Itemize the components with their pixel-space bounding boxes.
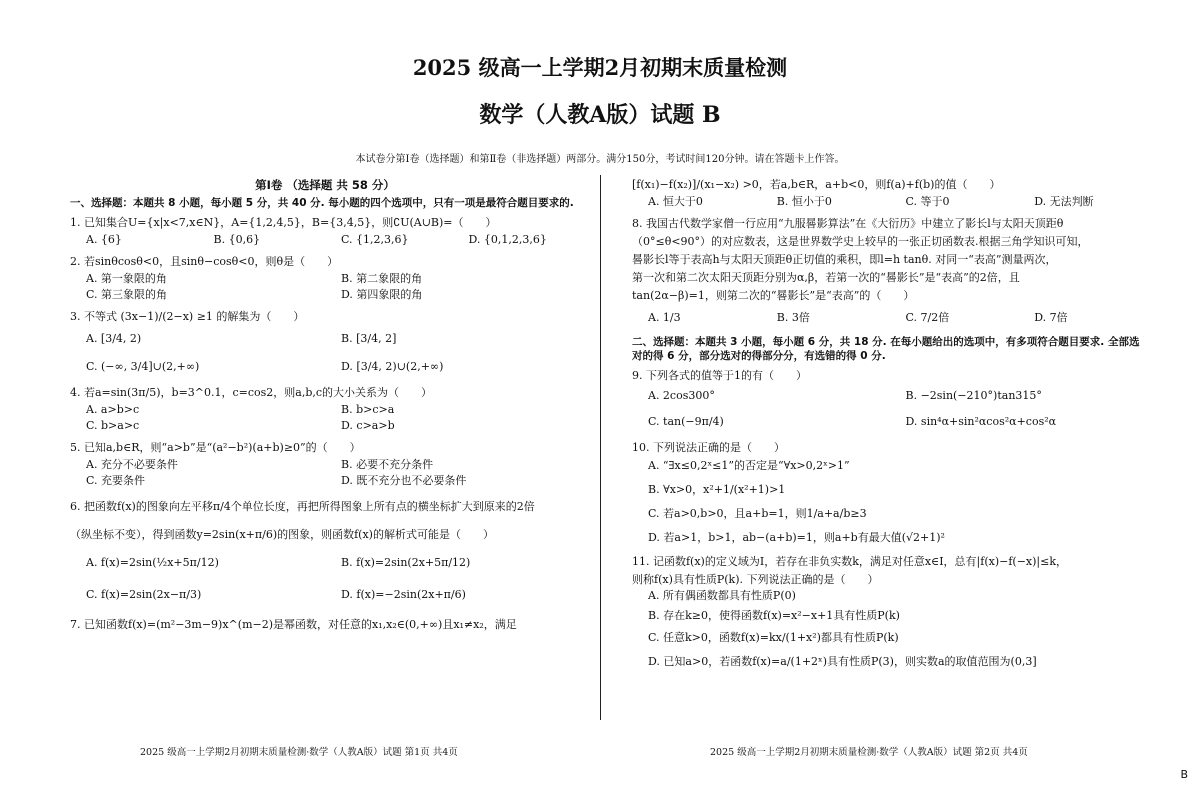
question-line: 第一次和第二次太阳天顶距分别为α,β，若第一次的“晷影长”是“表高”的2倍，且 (632, 271, 1020, 284)
option-d: D. 已知a>0，若函数f(x)=a/(1+2ˣ)具有性质P(3)，则实数a的取值范围为(0,3] (648, 655, 1037, 668)
option-d: D. 无法判断 (1034, 195, 1094, 208)
question-5 (70, 441, 580, 490)
section-one-heading: 一、选择题：本题共 8 小题，每小题 5 分，共 40 分. 每小题的四个选项中，只有一项是最符合题目要求的. (70, 197, 574, 209)
option-a: A. 1/3 (648, 311, 681, 324)
question-9 (632, 369, 1147, 431)
options (70, 556, 580, 604)
question-line: 晷影长l等于表高h与太阳天顶距θ正切值的乘积，即l=h tanθ. 对同一“表高”测量两次， (632, 253, 1057, 266)
question-3 (70, 310, 580, 376)
footer-page-1: 2025 级高一上学期2月初期末质量检测·数学（人教A版）试题 第1页 共4页 (140, 747, 458, 758)
question-4 (70, 386, 580, 435)
option-c: C. tan(−9π/4) (648, 415, 724, 428)
part-one-title: 第Ⅰ卷 （选择题 共 58 分） (255, 178, 395, 192)
exam-title: 2025 级高一上学期2月初期末质量检测 (412, 55, 788, 80)
options (70, 403, 580, 435)
option-a: A. f(x)=2sin(½x+5π/12) (86, 556, 219, 569)
footer-page-2: 2025 级高一上学期2月初期末质量检测·数学（人教A版）试题 第2页 共4页 (710, 747, 1028, 758)
option-d: D. 既不充分也不必要条件 (341, 474, 467, 487)
left-column (70, 178, 580, 632)
question-stem: 1. 已知集合U={x|x<7,x∈N}，A={1,2,4,5}，B={3,4,5}，则∁U(A∪B)=（ ） (70, 216, 497, 229)
option-c: C. 任意k>0，函数f(x)=kx/(1+x²)都具有性质P(k) (648, 631, 899, 644)
question-2 (70, 255, 580, 304)
option-c: C. (−∞, 3/4]∪(2,+∞) (86, 360, 200, 373)
question-line: 8. 我国古代数学家僧一行应用“九服晷影算法”在《大衍历》中建立了影长l与太阳天顶距θ (632, 217, 1064, 230)
option-d: D. 7倍 (1034, 311, 1068, 324)
option-d: D. f(x)=−2sin(2x+π/6) (341, 588, 466, 601)
question-11 (632, 555, 1147, 669)
question-line: （0°≤θ<90°）的对应数表，这是世界数学史上较早的一张正切函数表.根据三角学知识可知， (632, 235, 1089, 248)
options (70, 272, 580, 304)
option-d: D. {0,1,2,3,6} (468, 233, 547, 246)
version-mark: B (1180, 768, 1188, 781)
option-d: D. 若a>1，b>1，ab−(a+b)=1，则a+b有最大值(√2+1)² (648, 531, 945, 544)
option-b: B. 必要不充分条件 (341, 458, 434, 471)
question-7 (70, 618, 580, 632)
option-d: D. 第四象限的角 (341, 288, 423, 301)
option-c: C. {1,2,3,6} (341, 233, 409, 246)
option-b: B. 3倍 (776, 311, 810, 324)
section-two-heading: 二、选择题：本题共 3 小题，每小题 6 分，共 18 分. 在每小题给出的选项中，有多项符合题目要求. 全部选对的得 6 分，部分选对的得部分分，有选错的得 0 分. (632, 336, 1140, 362)
options (632, 195, 1147, 211)
option-b: B. 恒小于0 (776, 195, 832, 208)
question-7-cont (632, 178, 1147, 211)
option-a: A. 第一象限的角 (86, 272, 167, 285)
option-a: A. {6} (86, 233, 122, 246)
option-c: C. 等于0 (905, 195, 950, 208)
option-b: B. ∀x>0，x²+1/(x²+1)>1 (648, 483, 786, 496)
options (632, 311, 1147, 327)
option-b: B. b>c>a (341, 403, 395, 416)
options (70, 458, 580, 490)
option-d: D. sin⁴α+sin²αcos²α+cos²α (905, 415, 1057, 428)
question-stem: 9. 下列各式的值等于1的有（ ） (632, 369, 807, 382)
option-d: D. [3/4, 2)∪(2,+∞) (341, 360, 444, 373)
option-c: C. 充要条件 (86, 474, 146, 487)
option-c: C. f(x)=2sin(2x−π/3) (86, 588, 202, 601)
options (632, 459, 1147, 545)
option-a: A. [3/4, 2) (86, 332, 142, 345)
option-c: C. 7/2倍 (905, 311, 950, 324)
question-stem-cont: （纵坐标不变），得到函数y=2sin(x+π/6)的图象，则函数f(x)的解析式可能是（ ） (70, 528, 494, 541)
exam-instructions: 本试卷分第Ⅰ卷（选择题）和第Ⅱ卷（非选择题）两部分。满分150分，考试时间120分钟。请在答题卡上作答。 (355, 154, 845, 165)
question-stem: 2. 若sinθcosθ<0，且sinθ−cosθ<0，则θ是（ ） (70, 255, 339, 268)
option-a: A. 充分不必要条件 (86, 458, 178, 471)
question-stem: 6. 把函数f(x)的图象向左平移π/4个单位长度，再把所得图象上所有点的横坐标扩大到原来的2倍 (70, 500, 535, 513)
options (70, 332, 580, 376)
right-column (632, 178, 1147, 671)
option-b: B. −2sin(−210°)tan315° (905, 389, 1042, 402)
option-b: B. f(x)=2sin(2x+5π/12) (341, 556, 471, 569)
question-stem: [f(x₁)−f(x₂)]/(x₁−x₂) >0，若a,b∈R，a+b<0，则f(a)+f(b)的值（ ） (632, 178, 1001, 191)
question-stem: 5. 已知a,b∈R，则“a>b”是“(a²−b²)(a+b)≥0”的（ ） (70, 441, 361, 454)
question-6 (70, 500, 580, 604)
option-c: C. 第三象限的角 (86, 288, 168, 301)
question-8 (632, 217, 1147, 327)
option-a: A. 所有偶函数都具有性质P(0) (648, 589, 796, 602)
question-10 (632, 441, 1147, 545)
question-line: tan(2α−β)=1，则第二次的“晷影长”是“表高”的（ ） (632, 289, 915, 302)
question-stem: 7. 已知函数f(x)=(m²−3m−9)x^(m−2)是幂函数，对任意的x₁,x₂∈(0,+∞)且x₁≠x₂，满足 (70, 618, 517, 631)
option-b: B. [3/4, 2] (341, 332, 397, 345)
option-c: C. b>a>c (86, 419, 140, 432)
option-a: A. “∃x≤0,2ˣ≤1”的否定是“∀x>0,2ˣ>1” (648, 459, 850, 472)
option-a: A. 恒大于0 (648, 195, 703, 208)
options (632, 389, 1147, 431)
question-line: 11. 记函数f(x)的定义域为I，若存在非负实数k，满足对任意x∈I，总有|f(x)−f(−x)|≤k， (632, 555, 1067, 568)
option-d: D. c>a>b (341, 419, 395, 432)
options (70, 233, 580, 249)
option-b: B. {0,6} (213, 233, 261, 246)
question-stem: 10. 下列说法正确的是（ ） (632, 441, 785, 454)
column-divider (600, 175, 601, 720)
question-stem: 3. 不等式 (3x−1)/(2−x) ≥1 的解集为（ ） (70, 310, 305, 323)
option-a: A. 2cos300° (648, 389, 715, 402)
question-line: 则称f(x)具有性质P(k). 下列说法正确的是（ ） (632, 573, 879, 586)
question-stem: 4. 若a=sin(3π/5)，b=3^0.1，c=cos2，则a,b,c的大小关系为（ ） (70, 386, 433, 399)
option-b: B. 存在k≥0，使得函数f(x)=x²−x+1具有性质P(k) (648, 609, 900, 622)
options (632, 589, 1147, 669)
option-a: A. a>b>c (86, 403, 140, 416)
option-c: C. 若a>0,b>0，且a+b=1，则1/a+a/b≥3 (648, 507, 867, 520)
exam-subtitle: 数学（人教A版）试题 B (479, 102, 721, 128)
question-1 (70, 216, 580, 249)
option-b: B. 第二象限的角 (341, 272, 423, 285)
